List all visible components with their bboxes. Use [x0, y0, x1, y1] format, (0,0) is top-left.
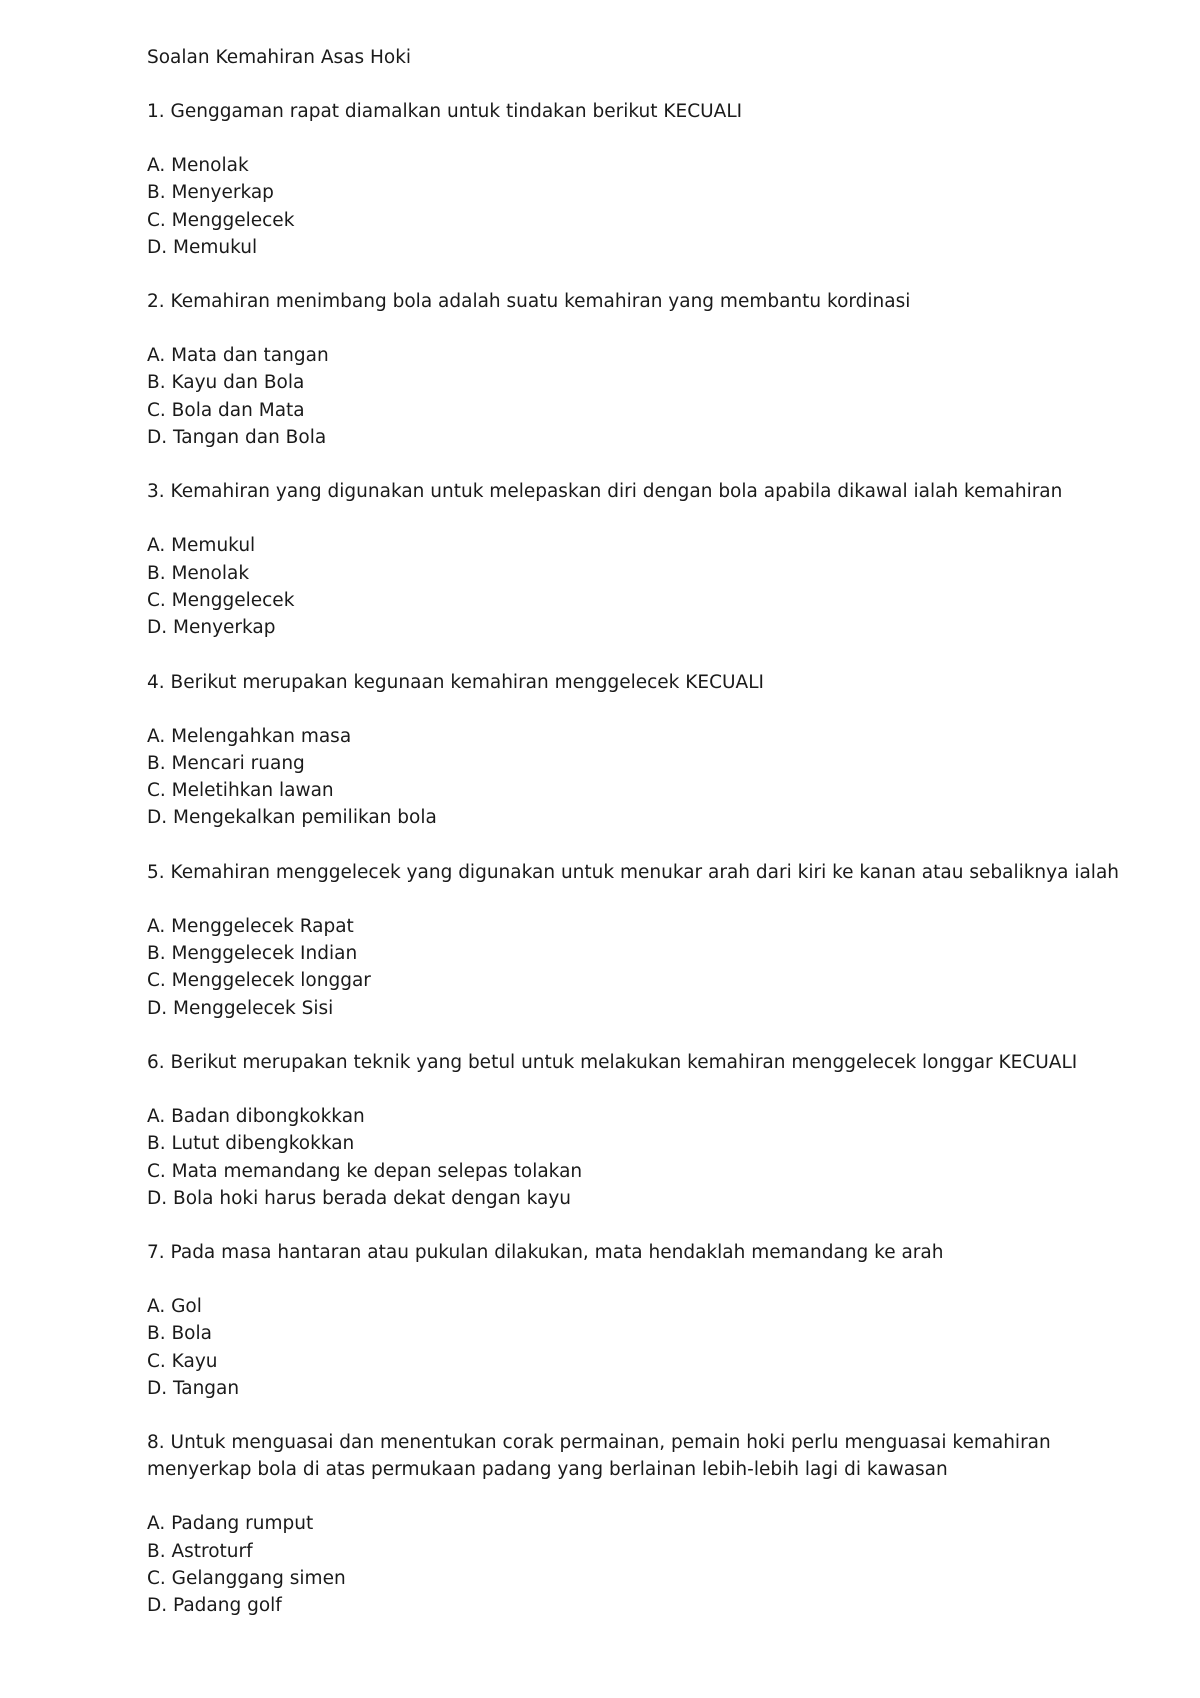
option-c: C. Mata memandang ke depan selepas tolakan — [147, 1160, 583, 1182]
option-b: B. Menolak — [147, 562, 250, 584]
question-3 — [147, 478, 1137, 641]
option-list — [147, 723, 1137, 832]
option-b: B. Menggelecek Indian — [147, 943, 358, 965]
option-a: A. Menolak — [147, 155, 249, 176]
question-text: 8. Untuk menguasai dan menentukan corak permainan, pemain hoki perlu menguasai kemahiran menyerkap bola di atas permukaan padang yang berlainan lebih-lebih lagi di kawasan — [147, 1432, 1051, 1481]
option-d: D. Mengekalkan pemilikan bola — [147, 807, 437, 829]
option-c: C. Menggelecek — [147, 589, 295, 611]
option-list — [147, 913, 1137, 1022]
question-text: 2. Kemahiran menimbang bola adalah suatu kemahiran yang membantu kordinasi — [147, 291, 911, 313]
option-list — [147, 1293, 1137, 1402]
question-5 — [147, 859, 1137, 1022]
question-7 — [147, 1239, 1137, 1402]
document-title: Soalan Kemahiran Asas Hoki — [147, 47, 412, 68]
question-6 — [147, 1049, 1137, 1212]
option-list — [147, 342, 1137, 451]
option-b: B. Bola — [147, 1323, 212, 1345]
question-8 — [147, 1429, 1137, 1619]
option-b: B. Menyerkap — [147, 182, 274, 204]
question-4 — [147, 669, 1137, 832]
option-a: A. Menggelecek Rapat — [147, 915, 354, 937]
option-c: C. Menggelecek longgar — [147, 970, 371, 992]
option-d: D. Menyerkap — [147, 617, 276, 639]
option-list — [147, 152, 1137, 261]
option-list — [147, 1103, 1137, 1212]
question-text: 3. Kemahiran yang digunakan untuk melepaskan diri dengan bola apabila dikawal ialah kemahiran — [147, 481, 1063, 503]
option-a: A. Melengahkan masa — [147, 725, 352, 747]
option-d: D. Tangan dan Bola — [147, 427, 327, 449]
question-text: 6. Berikut merupakan teknik yang betul untuk melakukan kemahiran menggelecek longgar KECUALI — [147, 1051, 1078, 1073]
option-c: C. Menggelecek — [147, 209, 295, 231]
option-c: C. Bola dan Mata — [147, 399, 305, 421]
option-a: A. Badan dibongkokkan — [147, 1105, 365, 1127]
document-page — [147, 44, 1137, 1647]
option-list — [147, 1510, 1137, 1619]
question-text: 5. Kemahiran menggelecek yang digunakan untuk menukar arah dari kiri ke kanan atau sebaliknya ialah — [147, 861, 1119, 883]
question-1 — [147, 98, 1137, 261]
question-text: 7. Pada masa hantaran atau pukulan dilakukan, mata hendaklah memandang ke arah — [147, 1242, 944, 1264]
option-b: B. Astroturf — [147, 1540, 253, 1562]
option-a: A. Mata dan tangan — [147, 345, 329, 367]
option-c: C. Meletihkan lawan — [147, 780, 334, 802]
option-d: D. Menggelecek Sisi — [147, 997, 334, 1019]
option-c: C. Kayu — [147, 1350, 218, 1372]
option-d: D. Padang golf — [147, 1595, 282, 1617]
option-list — [147, 532, 1137, 641]
option-b: B. Kayu dan Bola — [147, 372, 305, 394]
option-b: B. Mencari ruang — [147, 752, 305, 774]
option-a: A. Padang rumput — [147, 1513, 314, 1535]
option-d: D. Tangan — [147, 1378, 240, 1400]
question-2 — [147, 288, 1137, 451]
option-d: D. Bola hoki harus berada dekat dengan kayu — [147, 1187, 572, 1209]
question-text: 4. Berikut merupakan kegunaan kemahiran menggelecek KECUALI — [147, 671, 764, 693]
option-b: B. Lutut dibengkokkan — [147, 1133, 355, 1155]
option-a: A. Gol — [147, 1296, 202, 1318]
option-d: D. Memukul — [147, 236, 258, 258]
option-c: C. Gelanggang simen — [147, 1567, 346, 1589]
option-a: A. Memukul — [147, 535, 256, 557]
question-text: 1. Genggaman rapat diamalkan untuk tindakan berikut KECUALI — [147, 101, 743, 122]
